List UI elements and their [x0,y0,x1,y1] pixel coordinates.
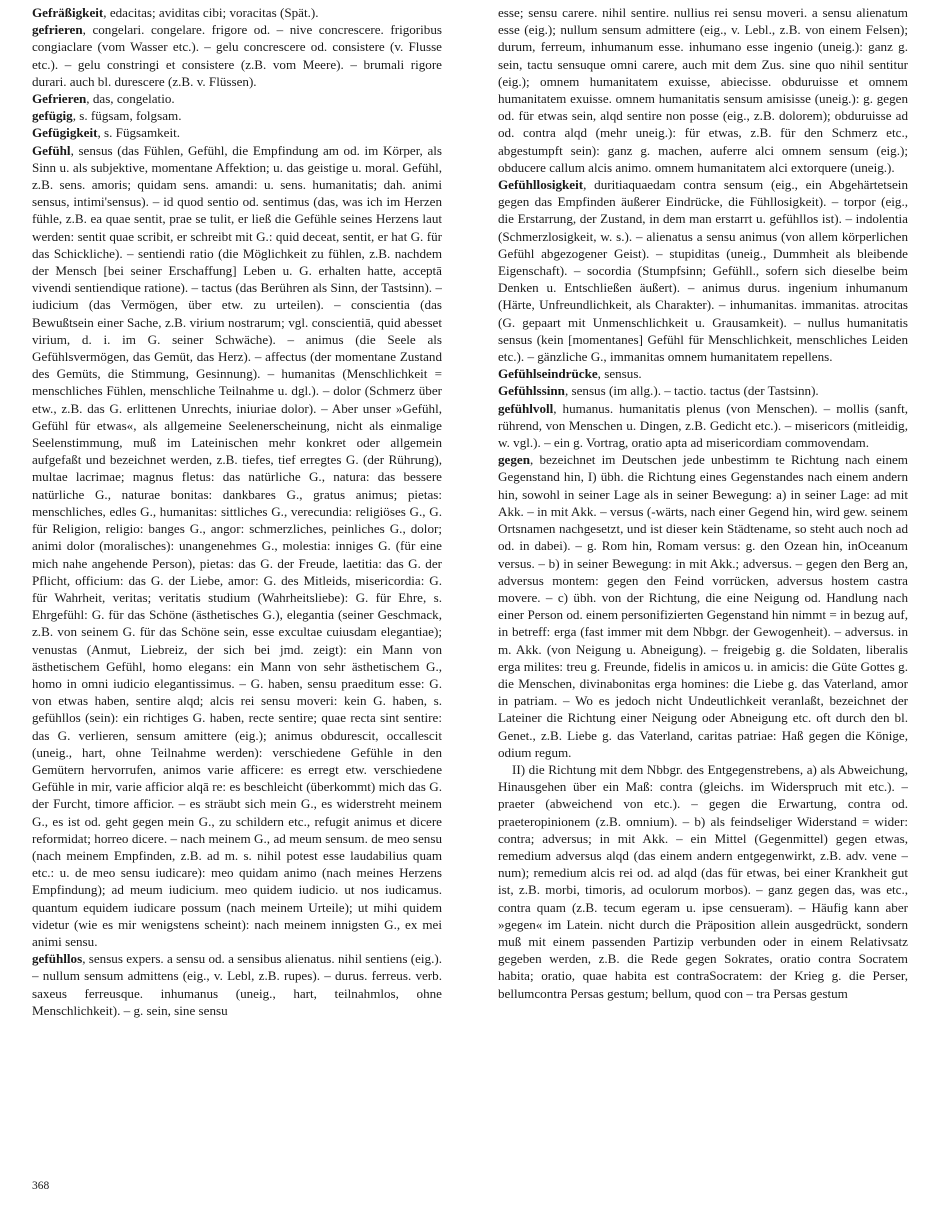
entry-gefuegigkeit [32,124,442,141]
headword: Gefühllosigkeit [498,177,584,193]
entry-text: , sensus. [597,366,642,382]
entry-text: II) die Richtung mit dem Nbbgr. des Entgegenstrebens, a) als Abweichung, Hinausgehen über ein Maß: contra (gleichs. im Widerspruch mit etc.). – praeter (abweichend von etc.). – gegen die Erwartung, contra od. praeteropinionem (z.B. omnium). – b) als feindseliger Widerstand = wider: contra; adversus; in mit Akk. – ein Mittel (Gegenmittel) gegen etwas, remedium adversus alqd (das einem andern entgegenwirkt, z.B. adv. vene – num); remedium alcis rei od. ad alqd (das für etwas, bei einer Krankheit gut ist, z.B. morbi, timoris, ad oculorum morbos). – ganz gegen das, was etc., contra quam (z.B. tecum egeram u. ipse censueram). – Häufig kann aber »gegen« im Latein. nicht durch die Präposition allein ausgedrückt, sondern muß mit einem passenden Partizip verbunden oder in einem Relativsatz gegeben werden, z.B. die Rede gegen Sokrates, oratio contra Socratem habita; oratio, quae habita est contraSocratem: der Krieg g. die Perser, bellumcontra Persas gestum; bellum, quod con – tra Persas gestum [498,761,908,1001]
entry-text: , sensus expers. a sensu od. a sensibus alienatus. nihil sentiens (eig.). – nullum sensum admittens (eig., v. Lebl, z.B. rupes). – durus. ferreus. verb. saxeus ferreusque. inhumanus (uneig., hart, teilnahmlos, ohne Menschlichkeit). – g. sein, sine sensu [32,951,442,1018]
headword: Gefühlssinn [498,383,565,399]
headword: Gefügigkeit [32,125,98,141]
entry-text: , s. Fügsamkeit. [97,125,181,141]
entry-text: , congelari. congelare. frigore od. – nive concrescere. frigoribus congiaclare (vom Wasser etc.). – gelu concrescere od. consistere (v. Flusse etc.). – gelu constringi et consistere (z.B. vom Meere). – brumali rigore durari. auch bl. durescere (z.B. v. Flüssen). [32,22,442,89]
entry-text: , sensus (das Fühlen, Gefühl, die Empfindung am od. im Körper, als Sinn u. als subjektive, momentane Affektion; u. das geistige u. moral. Gefühl, z.B. sens. amoris; quidam sens. amandi: u. sens. humanitatis; dah. animi sensus, intimi'sensus). – id quod sentio od. sentimus (das, was ich im Herzen fühle, z.B. ea quae sentit, prae se tulit, er ließ die Gefühle seines Herzens laut werden: sentit quae scribit, er schreibt mit G.: quid deceat, sentit, er hat G. für das Schickliche). – sentiendi ratio (die Möglichkeit zu fühlen, z.B. nachdem der Mensch [bei seiner Erschaffung] Leben u. G. erhalten hatte, acceptā vivendi sentiendique ratione). – tactus (das Berühren als Sinn, der Tastsinn). – iudicium (das Vermögen, über etw. zu urteilen). – conscientia (das Bewußtsein einer Sache, z.B. virium nostrarum; vgl. conscientiā, quid abesset virium, d. i. im G. seiner Schwäche). – animus (die Seele als Gefühlsvermögen, das Gemüt, das Herz). – affectus (der momentane Zustand des Gemüts, die Stimmung, Gesinnung). – humanitas (Menschlichkeit = menschliches Fühlen, menschliche Teilnahme u. dgl.). – dolor (Schmerz über etw., z.B. das G. erlittenen Unrechts, iniuriae dolor). – Aber unser »Gefühl, Gefühl für etwas«, als allgemeine Seelenerscheinung, nicht als einmalige Seelenstimmung, muß im Lateinischen mehr konkret oder allgemein aufgefaßt und bezeichnet werden, z.B. tiefes, tief erregtes G. (der Rührung), multae lacrimae; magnus fletus: das natürliche G., natura: das bessere natürliche G., naturae bonitas: dankbares G., gratus animus; pietas: menschliches, edles G., humanitas: sittliches G., verecundia: religiöses G., G. für Religion, religio: banges G., angor: schmerzliches, peinliches G., dolor; animi dolor (moralisches): unangenehmes G., molestia: inniges G. (für eine mich nahe angehende Person), pietas: das G. der Freude, laetitia: das G. der Pflicht, officium: das G. der Liebe, amor: G. des Mitleids, misericordia: G. für Wahrheit, veritas; veritatis studium (Wahrheitsliebe): G. für Ehre, s. Ehrgefühl: G. für das Schöne (ästhetisches G.), elegantia (seiner Geschmack, z.B. von seinem G. für das Schöne sein, esse excultae cuiusdam elegantiae); venustas (Anmut, Liebreiz, der sich bei jmd. zeigt): ein Mann von ästhetischem Gefühl, homo elegans: ein Mann von sehr ästhetischem G., homo in omni iudicio elegantissimus. – G. haben, sensu praeditum esse: G. von etwas haben, sentire alqd; alcis rei sensu moveri: kein G. haben, s. gefühllos (sein): ein richtiges G. haben, recte sentire; quae recta sint sentire: das G. verlieren, sensum amittere (eig.); animus obdurescit, occallescit (uneig., hart, ohne Teilnahme werden): verschiedene Gefühle in den Gemütern hervorrufen, animos varie afficere: es erregt etw. verschiedene Gefühle in mir, varie afficior alqā re: es beschleicht (überkommt) mich das G. der Furcht, timore afficior. – es sträubt sich mein G., es widerstreht meinem G., es ist od. geht gegen mein G., zu schildern etc., refugit animus et dicere reformidat; horreo dicere. – nach meinem G., ad meum sensum. de meo sensu (nach meinem Empfinden, z.B. ad m. s. nihil potest esse laudabilius quam etc.: u. de meo sensu iudicare): meo quidam animo (nach meines Herzens Empfindung); ad meum iudicium. meo quidem iudicio. ut nos iudicamus. quantum equidem iudicare possum (nach meinem Urteile); ut mihi quidem videtur (wie es mir wenigstens scheint): nach meinem innigsten G., ex mei animi sensu. [32,142,442,949]
headword: gefühlvoll [498,400,554,416]
entry-gefuehllos-continued [498,4,908,176]
entry-text: , bezeichnet im Deutschen jede unbestimm te Richtung nach einem Gegenstand hin, I) übh. die Richtung eines Gegenstandes nach einem andern hin, sowohl in seiner Lage als in seiner Bewegung: a) in seiner Lage: ad mit Akk. – in mit Akk. – versus (-wärts, nach einer Gegend hin, wird gew. seinem Ortsnamen nachgesetzt, und ist dieser kein Städtename, so steht auch noch ad od. in dabei). – g. Rom hin, Romam versus: g. den Ozean hin, inOceanum versus. – b) in seiner Bewegung: in mit Akk.; adversus. – gegen den Berg an, adversus montem: gegen den Feind vorrücken, adversus hostem castra movere. – c) übh. von der Richtung, die eine Neigung od. Handlung nach einer Person od. einem personifizierten Gegenstand hin nimmt = in bezug auf, in betreff: erga (fast immer mit dem Nbbgr. der Gewogenheit). – adversus. in m. Akk. (von Neigung u. Abneigung). – freigebig g. die Soldaten, liberalis erga milites: treu g. Freunde, fidelis in amicos u. in amicis: die Güte Gottes g. die Menschen, divinabonitas erga homines: die Liebe g. das Vaterland, amor in patriam. – Wo es jedoch nicht Undeutlichkeit veranlaßt, bezeichnet der Lateiner die Richtung einer Neigung oder Abneigung etc. oft durch den bl. Genet., z.B. Liebe g. das Vaterland, caritas patriae: Haß gegen die Könige, odium regum. [498,452,908,760]
left-column [32,4,442,1184]
headword: gegen [498,452,530,468]
headword: gefügig [32,108,73,124]
headword: Gefräßigkeit [32,5,104,20]
entry-gefuehllosigkeit [498,176,908,365]
entry-text: , humanus. humanitatis plenus (von Menschen). – mollis (sanft, rührend, von Menschen u. Dingen, z.B. Gedicht etc.). – misericors (mitleidig, w. vgl.). – ein g. Vortrag, oratio apta ad misericordiam commovendam. [498,400,908,451]
entry-gefuehllos [32,950,442,1019]
page-number: 368 [32,1180,50,1192]
entry-text: , das, congelatio. [86,91,175,107]
entry-gefuehlvoll [498,400,908,452]
entry-text: , sensus (im allg.). – tactio. tactus (der Tastsinn). [564,383,819,399]
right-column [498,4,908,1184]
headword: Gefühl [32,142,71,158]
entry-gegen-part-2 [498,761,908,1002]
entry-gefraessigkeit [32,4,442,21]
entry-text: , s. fügsam, folgsam. [72,108,182,124]
entry-gefuehlseindruecke [498,365,908,382]
entry-gefrieren [32,21,442,90]
entry-gefuehlssinn [498,382,908,399]
headword: gefrieren [32,22,83,38]
entry-gegen [498,451,908,761]
entry-gefrieren-noun [32,90,442,107]
entry-text: , edacitas; aviditas cibi; voracitas (Spät.). [103,5,319,20]
dictionary-page [32,4,908,1184]
entry-gefuehl [32,142,442,951]
entry-text: esse; sensu carere. nihil sentire. nullius rei sensu moveri. a sensu alienatum esse (eig.); nullum sensum admittere (eig., v. Lebl., z.B. von einem Felsen); durum, ferreum, inhumanum esse. inhumano esse ingenio (uneig.): ganz g. sein, tactu sensuque omni carere, auch mit dem Zus. sine quo nihil sentitur (eig.); omnem humanitatem exuisse, abiecisse. obduruisse et omnem humanitatem exuisse. omnem humanitatis sensum amisisse (uneig.): g. gegen od. für etwas sein, alqd sentire non posse (eig., z.B. dolorem); obduruisse ad od. contra alqd (mehr uneig.): für etwas, z.B. für den Schmerz etc., abgestumpft sein): ganz g. machen, auferre alci omnem sensum (eig.); obducere callum alcis animo. omnem humanitatem alci extorquere (uneig.). [498,5,908,175]
headword: Gefrieren [32,91,87,107]
entry-text: , duritiaquaedam contra sensum (eig., ein Abgehärtetsein gegen das Empfinden äußerer Eindrücke, die Fühllosigkeit). – torpor (eig., die Erstarrung, der Zustand, in dem man erstarrt u. gefühllos ist). – indolentia (Schmerzlosigkeit, w. s.). – alienatus a sensu animus (von allem körperlichen Gefühl abgezogener Geist). – stupiditas (uneig., Dummheit als bleibende Eigenschaft). – socordia (Stumpfsinn; Gefühll., sofern sich dieselbe beim Denken u. Entschließen äußert). – animus durus. ingenium inhumanum (Härte, Unfreundlichkeit, als Charakter). – inhumanitas. immanitas. atrocitas (G. gepaart mit Unmenschlichkeit u. Grausamkeit). – nullus humanitatis sensus (kein [momentanes] Gefühl für Menschlichkeit, menschliches Leiden etc.). – gänzliche G., immanitas omnem humanitatem repellens. [498,177,908,365]
headword: gefühllos [32,951,83,967]
headword: Gefühlseindrücke [498,366,598,382]
entry-gefuegig [32,107,442,124]
